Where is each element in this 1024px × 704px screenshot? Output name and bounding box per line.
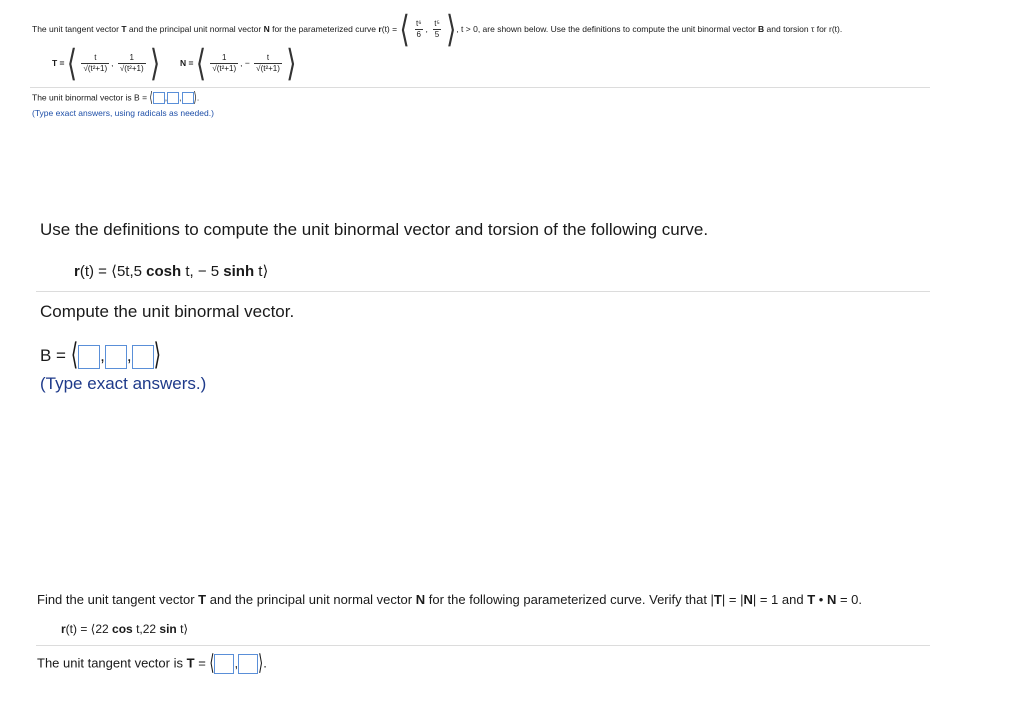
q1-prompt-mid2: for the parameterized curve — [272, 23, 377, 34]
q3-dot-N: N — [826, 592, 837, 607]
q2-answer-box-3[interactable] — [132, 345, 154, 369]
q3-divider — [36, 645, 930, 646]
q3-sin: sin — [159, 622, 177, 636]
q2-curve-part-b: t, − 5 — [181, 263, 224, 280]
q3-prompt-c: for the following parameterized curve. Verify that | — [428, 592, 714, 607]
q1-tau: τ — [810, 23, 815, 34]
q2-answer-right-angle: ⟩ — [153, 338, 162, 373]
q1-N-comp1-num: 1 — [222, 53, 227, 62]
q2-curve-r: r — [74, 263, 80, 280]
q1-N-comp2 — [254, 53, 282, 74]
q1-answer-left-angle: ⟨ — [149, 88, 153, 106]
q1-r-left-angle: ⟨ — [399, 7, 410, 50]
q1-r-comp2-num: t⁵ — [434, 19, 440, 28]
q2-answer-label: B = — [40, 346, 66, 365]
q1-T-comp2-num: 1 — [129, 53, 134, 62]
q3-prompt-b: and the principal unit normal vector — [209, 592, 413, 607]
q3-dot-symbol: • — [815, 592, 827, 607]
q2-answer-left-angle: ⟨ — [70, 338, 79, 373]
q1-N-right-angle: ⟩ — [286, 41, 297, 84]
q1-T-comp2-den: √(t²+1) — [119, 64, 144, 73]
q3-answer-T: T — [186, 655, 195, 671]
q1-N-separator: , − — [240, 57, 250, 68]
q3-answer-label: The unit tangent vector is — [37, 655, 183, 671]
q1-divider — [30, 87, 930, 88]
q3-cos: cos — [112, 622, 133, 636]
q1-prompt-for: for r(t). — [816, 23, 843, 34]
q1-r-comp2 — [432, 19, 442, 40]
q1-answer-box-1[interactable] — [153, 92, 165, 104]
q2-hint: (Type exact answers.) — [40, 374, 207, 393]
q1-T-comp2 — [118, 53, 146, 74]
q1-r-comp2-den: 5 — [434, 30, 440, 39]
q2-sinh: sinh — [223, 263, 255, 280]
q1-answer-right-angle: ⟩ — [193, 88, 197, 106]
q1-answer-row: The unit binormal vector is B = ⟨ , , ⟩. — [32, 88, 200, 106]
q1-prompt-mid1: and the principal unit normal vector — [128, 23, 262, 34]
q3-verify-mid: | = | — [721, 592, 744, 607]
q2-sub-prompt: Compute the unit binormal vector. — [40, 302, 295, 321]
q3-verify-end: | = 1 and — [752, 592, 804, 607]
q3-dot-end: = 0. — [839, 592, 862, 607]
q1-T-comp1 — [81, 53, 109, 74]
q3-verify-N: N — [743, 592, 753, 607]
q3-N-symbol: N — [415, 592, 426, 607]
q3-answer-box-1[interactable] — [214, 654, 234, 674]
q2-divider — [36, 291, 930, 292]
q3-curve-r: r — [61, 622, 66, 636]
q1-r-comp1 — [414, 19, 424, 40]
q1-answer-box-3[interactable] — [182, 92, 194, 104]
q2-curve-part-a: (t) = ⟨5t,5 — [79, 263, 147, 280]
q3-curve-part-b: t,22 — [132, 622, 160, 636]
q3-answer-box-2[interactable] — [238, 654, 258, 674]
q1-r-comp1-den: 6 — [416, 30, 421, 39]
q1-N-comp2-num: t — [266, 53, 270, 62]
q2-curve — [74, 262, 268, 280]
q1-hint: (Type exact answers, using radicals as needed.) — [32, 108, 214, 118]
q1-prompt-start: The unit tangent vector — [32, 23, 119, 34]
q1-answer-label: The unit binormal vector is B = — [32, 92, 148, 103]
q1-N-comp2-den: √(t²+1) — [256, 64, 280, 73]
q2-answer-box-2[interactable] — [105, 345, 127, 369]
q2-answer-row: B = ⟨ , , ⟩ — [40, 338, 162, 373]
q1-r-right-angle: ⟩ — [446, 7, 457, 50]
q2-answer-box-1[interactable] — [78, 345, 100, 369]
q3-T-symbol: T — [198, 592, 207, 607]
q3-verify-T: T — [713, 592, 722, 607]
q1-N-left-angle: ⟨ — [195, 41, 206, 84]
q1-T-symbol: T — [121, 23, 127, 34]
q3-dot-T: T — [807, 592, 816, 607]
q1-r-arg: (t) = — [381, 23, 398, 34]
q1-N-symbol: N — [263, 23, 270, 34]
q1-T-comp1-num: t — [94, 53, 97, 62]
q1-prompt: The unit tangent vector T and the principal unit normal vector N for the parameterized curve r(t) = ⟨ $\frac{\text{t⁶}}{6}$ , $\frac{\text{t⁵}}{5}$ ⟩, t > 0, are shown below. Use the definitions to compute the unit binormal vector B and torsion τ for r(t). — [32, 7, 843, 50]
q3-answer-left-angle: ⟨ — [209, 649, 215, 676]
q1-B-symbol: B — [758, 23, 765, 34]
q1-N-comp1 — [210, 53, 238, 74]
q2-cosh: cosh — [146, 263, 182, 280]
q1-r-symbol: r — [378, 23, 382, 34]
q1-prompt-end: , t > 0, are shown below. Use the definitions to compute the unit binormal vector — [456, 23, 756, 34]
q1-T-right-angle: ⟩ — [150, 41, 161, 84]
q1-N-comp1-den: √(t²+1) — [212, 64, 237, 73]
q1-T-left-angle: ⟨ — [66, 41, 78, 84]
q1-prompt-and: and torsion — [766, 23, 809, 34]
q1-N-label: N = — [180, 57, 194, 68]
q1-T-vector: T = ⟨ $\frac{t}{\text{√(t²+1)}}$ , $\frac{1}{\text{√(t²+1)}}$ ⟩ — [52, 41, 161, 84]
q2-curve-part-c: t⟩ — [254, 263, 269, 280]
q3-prompt-a: Find the unit tangent vector — [37, 592, 195, 607]
q1-answer-box-2[interactable] — [167, 92, 179, 104]
q3-curve-part-a: (t) = ⟨22 — [65, 622, 113, 636]
q3-answer-right-angle: ⟩ — [258, 649, 264, 676]
q2-prompt: Use the definitions to compute the unit binormal vector and torsion of the following curve. — [40, 220, 709, 239]
q1-r-comp1-num: t⁶ — [416, 19, 422, 28]
q3-answer-eq: = — [198, 655, 206, 671]
q1-T-label: T = — [52, 57, 65, 68]
q3-answer-row: The unit tangent vector is T = ⟨ , ⟩. — [37, 649, 267, 676]
q1-N-vector — [180, 41, 297, 84]
q3-curve — [61, 622, 188, 636]
q1-T-comp1-den: √(t²+1) — [83, 64, 108, 73]
q3-curve-part-c: t⟩ — [176, 622, 189, 636]
q3-prompt — [37, 592, 862, 607]
